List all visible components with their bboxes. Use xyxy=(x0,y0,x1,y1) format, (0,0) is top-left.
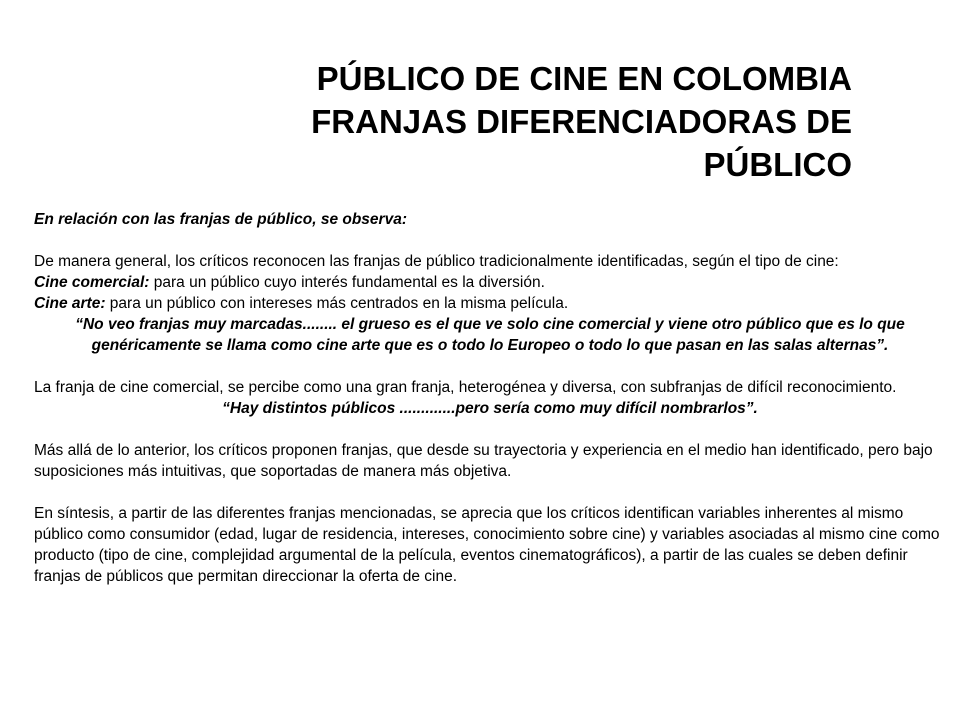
spacer xyxy=(34,482,946,503)
title-line-3: PÚBLICO xyxy=(703,146,852,183)
spacer xyxy=(34,230,946,251)
cine-arte-line xyxy=(34,293,946,314)
spacer xyxy=(34,356,946,377)
paragraph-sintesis: En síntesis, a partir de las diferentes franjas mencionadas, se aprecia que los críticos identifican variables inherentes al mismo público como consumidor (edad, lugar de residencia, intereses, conocimiento sobre cine) y variables asociadas al mismo cine como producto (tipo de cine, complejidad argumental de la película, eventos cinematográficos), a partir de las cuales se deben definir franjas de públicos que permitan direccionar la oferta de cine. xyxy=(34,505,940,585)
paragraph-general: De manera general, los críticos reconocen las franjas de público tradicionalmente identificadas, según el tipo de cine: xyxy=(34,253,839,270)
quote-publicos: “Hay distintos públicos .............pero sería como muy difícil nombrarlos”. xyxy=(222,400,758,417)
cine-arte-description: para un público con intereses más centrados en la misma película. xyxy=(105,295,569,312)
cine-comercial-line xyxy=(34,272,946,293)
slide-title xyxy=(212,57,852,186)
spacer xyxy=(34,419,946,440)
paragraph-mas-alla: Más allá de lo anterior, los críticos proponen franjas, que desde su trayectoria y experiencia en el medio han identificado, pero bajo suposiciones más intuitivas, que soportadas de manera más objetiva. xyxy=(34,442,933,480)
slide-body xyxy=(34,209,946,587)
paragraph-franja-comercial: La franja de cine comercial, se percibe como una gran franja, heterogénea y diversa, con subfranjas de difícil reconocimiento. xyxy=(34,379,897,396)
cine-comercial-term: Cine comercial: xyxy=(34,274,150,291)
title-line-2: FRANJAS DIFERENCIADORAS DE xyxy=(311,103,852,140)
cine-comercial-description: para un público cuyo interés fundamental es la diversión. xyxy=(149,274,545,291)
title-line-1: PÚBLICO DE CINE EN COLOMBIA xyxy=(316,60,852,97)
cine-arte-term: Cine arte: xyxy=(34,295,106,312)
intro-heading: En relación con las franjas de público, se observa: xyxy=(34,211,407,228)
quote-franjas: “No veo franjas muy marcadas........ el grueso es el que ve solo cine comercial y viene otro público que es lo que genéricamente se llama como cine arte que es o todo lo Europeo o todo lo que pasan en las salas alternas”. xyxy=(75,316,905,354)
